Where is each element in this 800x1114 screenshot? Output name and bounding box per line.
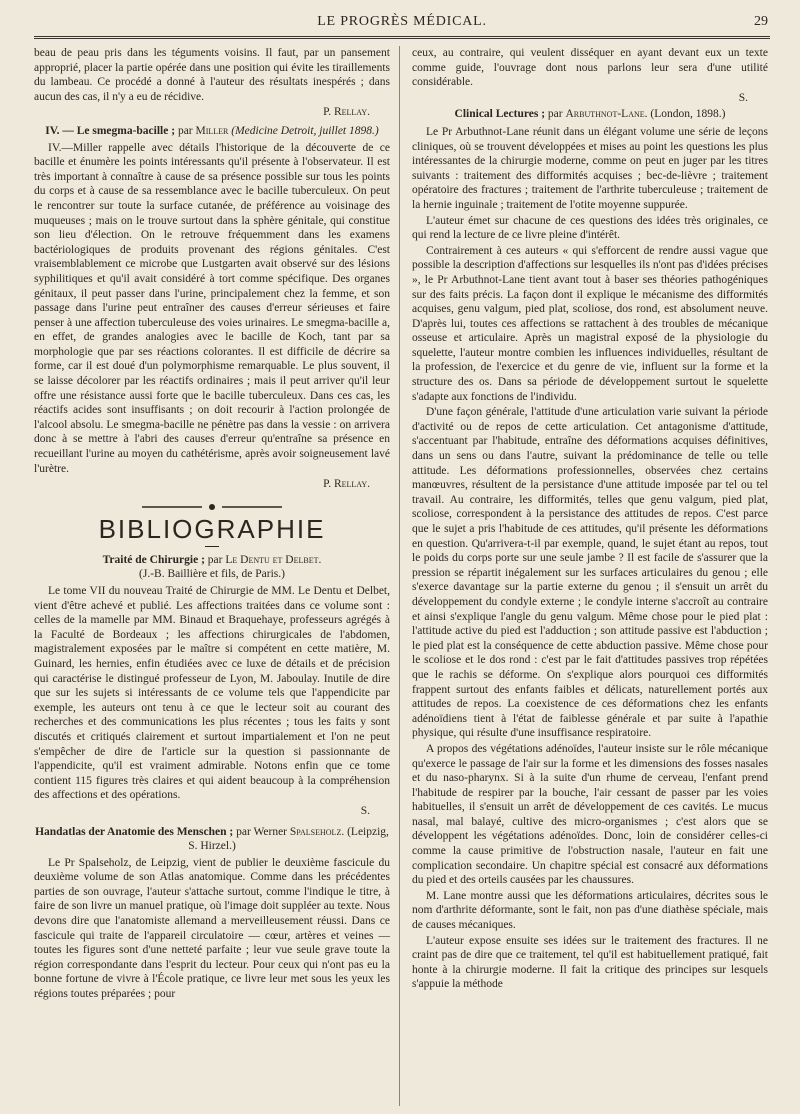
bibliography-heading: BIBLIOGRAPHIE [98,513,326,544]
book1-heading [34,553,390,582]
book2-signature: S. [738,91,748,104]
book3-author: Arbuthnot-Lane. [565,108,648,121]
section-iv-heading [34,124,390,139]
page-number: 29 [754,14,768,29]
book3-paragraph-5: A propos des végétations adénoïdes, l'auteur insiste sur le rôle mécanique qu'exerce le passage de l'air sur la forme et les dimensions des fosses nasales et du naso-pharynx. Si à la suite d'un rhume de cerveau, l'enfant prend l'habitude de respirer par la bouche, l'air cessant de passer par les voies habituelles, il s'ensuit un arrêt de développement de ces cavités. Le mucus nasal, mal balayé, cultive des micro-organismes ; c'est alors que se développent les végétations adénoïdes. Donc, loin de considérer celles-ci comme la cause primitive de l'obstruction nasale, l'auteur en fait une complication secondaire. Un chapitre spécial est consacré aux déformations du pied et des orteils causées par les chaussures. [412,742,768,887]
book2-review-continued: ceux, au contraire, qui veulent disséquer en ayant devant eux un texte comme guide, l'ouvrage dont nous parlons leur sera d'une utilité considérable. [412,47,768,89]
bibliography-block [34,502,390,547]
book3-paragraph-4: D'une façon générale, l'attitude d'une articulation varie suivant la période d'activité ou de repos de cette articulation. Cet antagonisme d'attitude, s'accentuant par l'habitude, entraîne des déformations acquises définitives, dans un sens ou dans l'autre, suivant la prédominance de telle ou telle attitude. Les déformations professionnelles, observées chez certains manœuvres, résultent de la persistance d'une attitude imposée par tel ou tel travail. Au contraire, les difformités, telles que genu valgum, pied plat, scoliose, correspondent à la persistance des attitudes de repos. C'est parce que le sujet a pris l'habitude de ces attitudes, qu'il présente les déformations en question. Qu'arrivera-t-il par exemple, quand, le sujet étant au repos, tout le poids du corps porte sur une seule jambe ? Il est facile de s'assurer que la pression se répartit inégalement sur les surfaces articulaires du genou ; elle s'exerce davantage sur la partie externe du genou ; il s'ensuit un arrêt du développement du condyle externe ; le condyle interne s'accroît au contraire et ainsi s'explique l'angle du genu valgum. Même chose pour le pied plat : l'attitude active du pied est l'adduction ; son attitude passive est l'abduction ; le pied plat est la conséquence de cette abduction passive. Même chose pour le scoliose et le dos rond : c'est par le fait d'attitudes passives trop répétées que le rachis se déforme. On s'explique alors pourquoi ces difformités frappent surtout des enfants faibles et délicats, naturellement portés aux attitudes de repos. La coexistence de ces déformations chez les enfants adénoïdiens tient à l'état de faiblesse générale et par suite à l'apathie physique, qui résulte d'une insuffisance respiratoire. [412,406,768,740]
ornament-rule-icon [142,502,282,512]
book3-title: Clinical Lectures ; [454,108,546,121]
intro-signature: P. Rellay. [323,106,370,119]
book3-paragraph-6: M. Lane montre aussi que les déformations articulaires, décrites sous le nom d'arthrite déformante, sont le fait, non pas d'une diathèse spéciale, mais de causes mécaniques. [412,889,768,932]
book1-review: Le tome VII du nouveau Traité de Chirurgie de MM. Le Dentu et Delbet, vient d'être achevé et publié. Les affections traitées dans ce volume sont : celles de la mamelle par MM. Binaud et Braquehaye, professeurs agrégés à la Faculté de Bordeaux ; les affections chirurgicales de l'abdomen, magistralement exposées par le maître si compétent en cette matière, M. Guinard, les hernies, enfin étudiées avec ce luxe de détails et de précision qui caractérise le distingué professeur de Lyon, M. Jaboulay. Inutile de dire que sur les sujets si intéressants de ce volume tels que l'appendicite par exemple, les auteurs ont tenu à ce que le lecteur soit au courant des recherches et des communications les plus récentes ; tous les faits y sont discutés et critiqués clairement et surtout impartialement et l'on ne peut s'empêcher de dire de l'article sur la question si passionnante de l'appendicite, qu'il est vraiment admirable. Notons enfin que ce tome contient 115 figures très claires et qui aident beaucoup à la compréhension des affections et des opérations. [34,585,390,802]
book3-paragraph-3: Contrairement à ces auteurs « qui s'efforcent de rendre aussi vague que possible la description d'affections sur lesquelles ils n'ont pas d'idées précises », le Pr Arbuthnot-Lane tient avant tout à baser ses théories pathogéniques sur des faits précis. La façon dont il explique le mécanisme des difformités acquises, genu valgum, pied plat, scoliose, dos rond, est absolument neuve. D'après lui, toutes ces affections se rattachent à des troubles de mécanique osseuse et articulaire. Après un magistral exposé de la physiologie du squelette, l'auteur montre combien les influences individuelles, résultant de la profession, de l'exercice et du genre de vie, influent sur la forme et la structure des os. Dans sa période de développement surtout le squelette s'adapte aux fonctions de l'individu. [412,244,768,403]
section-iv-by: par [177,124,193,137]
left-column [34,46,390,1003]
running-header [34,12,770,39]
column-divider [399,46,400,1106]
book1-title: Traité de Chirurgie ; [102,553,205,566]
section-iv-author: Miller [195,124,229,137]
book2-publisher: (Leipzig, S. Hirzel.) [188,825,389,853]
book3-by: par [547,108,563,121]
book2-title: Handatlas der Anatomie des Menschen ; [35,825,234,838]
book1-signature: S. [360,804,370,817]
book1-publisher: (J.-B. Baillière et fils, de Paris.) [139,568,285,581]
book2-author: Spalseholz. [289,825,345,838]
heading-dash [205,546,219,547]
section-iv-source: (Medicine Detroit, juillet 1898.) [231,124,379,137]
section-iv-title: IV. — Le smegma-bacille ; [45,124,176,137]
book3-paragraph-7: L'auteur expose ensuite ses idées sur le traitement des fractures. Il ne craint pas de dire que ce traitement, tel qu'il est habituellement pratiqué, fait honte à la chirurgie moderne. Il fait la critique des principes sur lesquels s'appuie la méthode [412,934,768,991]
book2-review: Le Pr Spalseholz, de Leipzig, vient de publier le deuxième fascicule du deuxième volume de son Atlas anatomique. Comme dans les précédentes parties de son ouvrage, l'auteur s'attache surtout, comme l'indique le titre, à faire de son livre un manuel pratique, où l'image doit suppléer au texte. Nous devons dire que l'anatomiste allemand a merveilleusement réussi. Dans ce fascicule qui traite de l'appareil circulatoire — cœur, artères et veines — toutes les figures sont d'une netteté parfaite ; leur vue seule grave toute la région correspondante dans l'esprit du lecteur. Pour ceux qui n'ont pas eu la bonne fortune de vivre à l'École pratique, ce livre leur met sous les yeux les régions toutes préparées ; pour [34,856,390,1001]
book3-heading [412,107,768,122]
book1-authors: Le Dentu et Delbet. [225,553,322,566]
book2-heading [34,825,390,854]
book3-publisher: (London, 1898.) [650,108,726,121]
section-iv-signature: P. Rellay. [323,478,370,491]
book2-by: par Werner [236,825,288,838]
book1-by: par [207,553,223,566]
intro-paragraph: beau de peau pris dans les téguments voisins. Il faut, par un pansement approprié, placer la partie opérée dans une position qui évite les tiraillements du lambeau. Ce procédé a donné à l'auteur des résultats inespérés ; dans aucun des cas, il n'y a eu de récidive. [34,47,390,103]
book3-paragraph-1: Le Pr Arbuthnot-Lane réunit dans un élégant volume une série de leçons cliniques, où se trouvent développées et mises au point les questions les plus intéressantes de la chirurgie moderne, comme on peut en juger par les titres suivants : traitement des difformités acquises ; bec-de-lièvre ; traitement opératoire des fractures ; traitement de l'arthrite tuberculeuse ; traitement de la hernie inguinale ; traitement de l'otite moyenne suppurée. [412,125,768,211]
section-iv-body: IV.—Miller rappelle avec détails l'historique de la découverte de ce bacille et énumère les points intéressants qu'il présente à l'observateur. Il est très important à connaître à cause de sa présence possible sur tous les points du corps et à cause de sa ressemblance avec le bacille tuberculeux. On peut le rencontrer sur toute la surface cutanée, de préférence au voisinage des muqueuses ; mais on le trouve surtout dans la sphère génitale, qui constitue son lieu d'élection. On le retrouve fréquemment dans les examens bactériologiques de produits provenant des régions génitales. C'est vraisemblablement ce microbe que Lustgarten avait observé sur des lésions syphilitiques et qu'il avait considéré à tort comme spécifique. Des organes génitaux, il peut passer dans l'urine, principalement chez la femme, et son passage dans l'urine peut entraîner des causes d'erreur sérieuses et faire penser à une affection tuberculeuse des voies urinaires. Le smegma-bacille a, en effet, de grandes analogies avec le bacille de Koch, tant par sa morphologie que par ses réactions colorantes. Il est difficile de décrire sa forme, car il est doué d'un polymorphisme remarquable. Le plus souvent, il se laisse décolorer par les réactifs ordinaires ; mais il peut arriver qu'il leur offre une résistance aussi forte que le bacille tuberculeux. Dans ces cas, les réactifs acides sont insuffisants ; on doit recourir à l'action prolongée de l'alcool absolu. Le smegma-bacille ne pénètre pas dans la vessie : on arrivera donc à se mettre à l'abri des causes d'erreur qu'entraîne sa présence en recueillant l'urine au moyen du cathétérisme, après avoir soigneusement lavé l'urètre. [34,141,390,475]
journal-title: LE PROGRÈS MÉDICAL. [317,14,487,29]
book3-paragraph-2: L'auteur émet sur chacune de ces questions des idées très originales, ce qui rend la lecture de ce livre pleine d'intérêt. [412,214,768,242]
right-column [412,46,768,993]
